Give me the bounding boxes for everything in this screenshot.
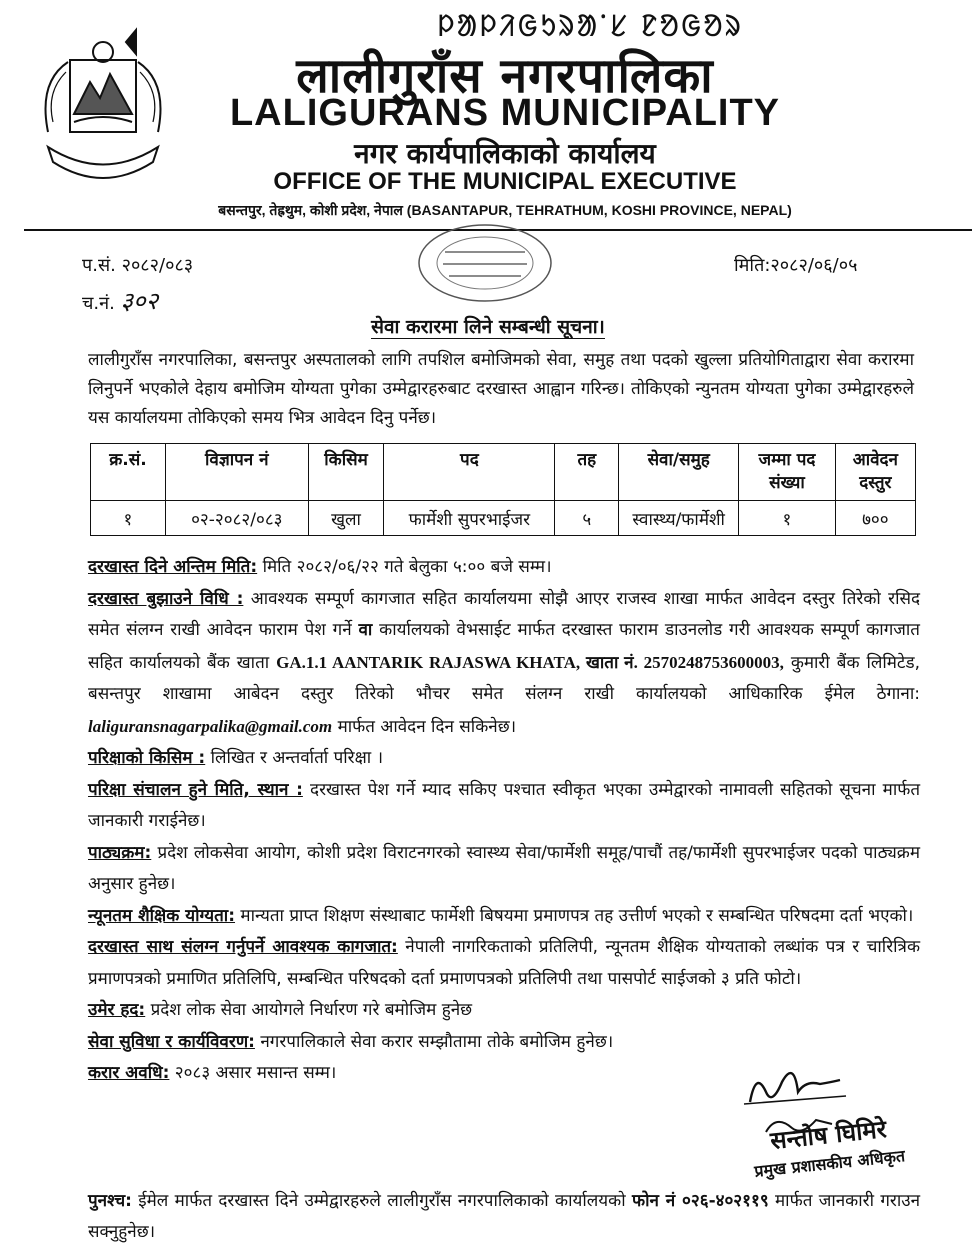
submission-text-2: कार्यालयको वेभसाईट मार्फत दरखास्त फाराम डाउनलोड गरी आवश्यक सम्पूर्ण कागजात सहित कार्यालयको बैंक खाता [88, 620, 920, 673]
notice-title: सेवा करारमा लिने सम्बन्धी सूचना। [371, 316, 605, 338]
cell-position: फार्मेशी सुपरभाईजर [384, 501, 555, 536]
reference-value: २०८२/०८३ [121, 255, 194, 276]
col-level: तह [555, 444, 619, 501]
submission-text-1: आवश्यक सम्पूर्ण कागजात सहित कार्यालयमा सोझै आएर राजस्व शाखा मार्फत आवेदन दस्तुर तिरेको रसिद समेत संलग्न राखी आवेदन फाराम पेश गर्ने [88, 588, 921, 640]
cell-service-group: स्वास्थ्य/फार्मेशी [619, 501, 739, 536]
bank-account: GA.1.1 AANTARIK RAJASWA KHATA, खाता नं. 2570248753600003, [276, 652, 784, 672]
section-submission [88, 584, 920, 744]
col-fee: आवेदन दस्तुर [835, 444, 915, 501]
reference-number [82, 253, 193, 277]
submission-label: दरखास्त बुझाउने विधि : [88, 588, 244, 609]
notice-intro: लालीगुराँस नगरपालिका, बसन्तपुर अस्पतालको लागि तपशिल बमोजिमको सेवा, समुह तथा पदको खुल्ला प्रतियोगिताद्वारा सेवा करारमा लिनुपर्ने भएकोले देहाय बमोजिम योग्यता पुगेका उम्मेद्वारहरुबाट दरखास्त आह्वान गरिन्छ। तोकिएको न्युनतम योग्यता पुगेका उम्मेद्वारहरुले यस कार्यालयमा तोकिएको समय भित्र आवेदन दिनु पर्नेछ। [88, 350, 914, 428]
cell-serial: १ [91, 501, 166, 536]
section-qualification [88, 901, 920, 933]
col-position: पद [384, 444, 555, 501]
municipality-name-english: LALIGURANS MUNICIPALITY [229, 92, 781, 134]
documents-text: नेपाली नागरिकताको प्रतिलिपी, न्यूनतम शैक्षिक योग्यताको लब्धांक पत्र र चारित्रिक प्रमाणपत्रको प्रमाणित प्रतिलिपि, सम्बन्धित परिषदको दर्ता प्रमाणपत्रको प्रतिलिपी तथा पासपोर्ट साईजको ३ प्रति फोटो। [88, 937, 920, 989]
col-ad-number: विज्ञापन नं [165, 444, 308, 501]
municipality-name-nepali: लालीगुराँस नगरपालिका [296, 48, 714, 104]
reference-label: प.सं. [82, 255, 116, 276]
col-serial: क्र.सं. [91, 444, 166, 501]
age-text: प्रदेश लोक सेवा आयोगले निर्धारण गरे बमोजिम हुनेछ [150, 1000, 473, 1020]
notice-sections [88, 552, 920, 1090]
col-total-posts: जम्मा पद संख्या [739, 444, 836, 501]
section-age [88, 995, 920, 1027]
section-exam-date [88, 775, 920, 838]
facility-text: नगरपालिकाले सेवा करार सम्झौतामा तोके बमोजिम हुनेछ। [260, 1031, 614, 1052]
cell-type: खुला [308, 501, 384, 536]
section-exam-type [88, 743, 920, 775]
cell-level: ५ [555, 501, 619, 536]
col-service-group: सेवा/समुह [619, 444, 739, 501]
deadline-label: दरखास्त दिने अन्तिम मिति: [88, 557, 258, 577]
table-row [91, 501, 916, 536]
office-name-english: OFFICE OF THE MUNICIPAL EXECUTIVE [273, 168, 737, 195]
section-facility [88, 1027, 920, 1059]
exam-type-text: लिखित र अन्तर्वार्ता परिक्षा । [210, 748, 384, 768]
ps-text-1: ईमेल मार्फत दरखास्त दिने उम्मेद्वारहरुले लालीगुराँस नगरपालिकाको कार्यालयको [138, 1191, 626, 1211]
cell-total-posts: १ [739, 501, 836, 536]
exam-date-text: दरखास्त पेश गर्ने म्याद सकिए पश्चात स्वीकृत भएका उम्मेद्वारको नामावली सहितको सूचना मार्फत जानकारी गराईनेछ। [88, 779, 921, 831]
postscript [88, 1186, 920, 1248]
submission-or: वा [358, 620, 373, 640]
table-header-row [91, 444, 916, 501]
signer-name: सन्तोष घिमिरे [768, 1114, 888, 1156]
col-type: किसिम [308, 444, 384, 501]
date-value: २०८२/०६/०५ [770, 255, 858, 276]
date-label: मिति: [734, 255, 771, 276]
syllabus-text: प्रदेश लोकसेवा आयोग, कोशी प्रदेश विराटनगरको स्वास्थ्य सेवा/फार्मेशी समूह/पाचौं तह/फार्मेशी सुपरभाईजर पदको पाठ्यक्रम अनुसार हुनेछ। [88, 842, 920, 894]
ps-phone: फोन नं ०२६-४०२११९ [631, 1191, 769, 1211]
exam-date-label: परिक्षा संचालन हुने मिति, स्थान : [88, 779, 303, 800]
signer-title: प्रमुख प्रशासकीय अधिकृत [753, 1146, 906, 1181]
submission-text-4: मार्फत आवेदन दिन सकिनेछ। [337, 716, 517, 737]
qualification-label: न्यूनतम शैक्षिक योग्यता: [88, 905, 236, 926]
section-deadline [88, 552, 920, 584]
email-address: laliguransnagarpalika@gmail.com [88, 716, 333, 736]
syllabus-label: पाठ्यक्रम: [88, 842, 152, 863]
vacancy-table [90, 443, 916, 536]
documents-label: दरखास्त साथ संलग्न गर्नुपर्ने आवश्यक कागजात: [88, 937, 398, 957]
duration-label: करार अवधि: [88, 1063, 170, 1083]
office-address: बसन्तपुर, तेह्रथुम, कोशी प्रदेश, नेपाल (BASANTAPUR, TEHRATHUM, KOSHI PROVINCE, NEPAL) [218, 202, 792, 218]
age-label: उमेर हद: [88, 1000, 146, 1020]
office-name-nepali: नगर कार्यपालिकाको कार्यालय [354, 137, 656, 170]
exam-type-label: परिक्षाको किसिम : [88, 748, 206, 768]
header-script-line: ᱞᱟᱞᱤᱜᱩᱨᱟᱸᱥ ᱱᱚᱜᱚᱨ [437, 9, 743, 44]
duration-text: २०८३ असार मसान्त सम्म। [174, 1063, 337, 1083]
submission-text-3: कुमारी बैंक लिमिटेड, बसन्तपुर शाखामा आबेदन दस्तुर तिरेको भौचर समेत संलग्न राखी कार्यालयको आधिकारिक ईमेल ठेगाना: [88, 652, 921, 704]
ps-text-2: मार्फत जानकारी गराउन सक्नुहुनेछ। [88, 1191, 921, 1242]
municipality-emblem [28, 22, 178, 192]
cell-ad-number: ०२-२०८२/०८३ [165, 501, 308, 536]
ps-label: पुनश्च: [88, 1191, 132, 1211]
dispatch-value: ३०२ [120, 287, 159, 315]
cell-fee: ७०० [835, 501, 915, 536]
office-stamp [415, 222, 555, 304]
dispatch-label: च.नं. [82, 293, 115, 314]
notice-date [734, 253, 857, 277]
qualification-text: मान्यता प्राप्त शिक्षण संस्थाबाट फार्मेशी बिषयमा प्रमाणपत्र तह उत्तीर्ण भएको र सम्बन्धित परिषदमा दर्ता भएको। [240, 905, 914, 926]
facility-label: सेवा सुविधा र कार्यविवरण: [88, 1031, 255, 1052]
section-syllabus [88, 838, 920, 901]
deadline-text: मिति २०८२/०६/२२ गते बेलुका ५:०० बजे सम्म। [262, 557, 552, 577]
section-documents [88, 932, 920, 995]
